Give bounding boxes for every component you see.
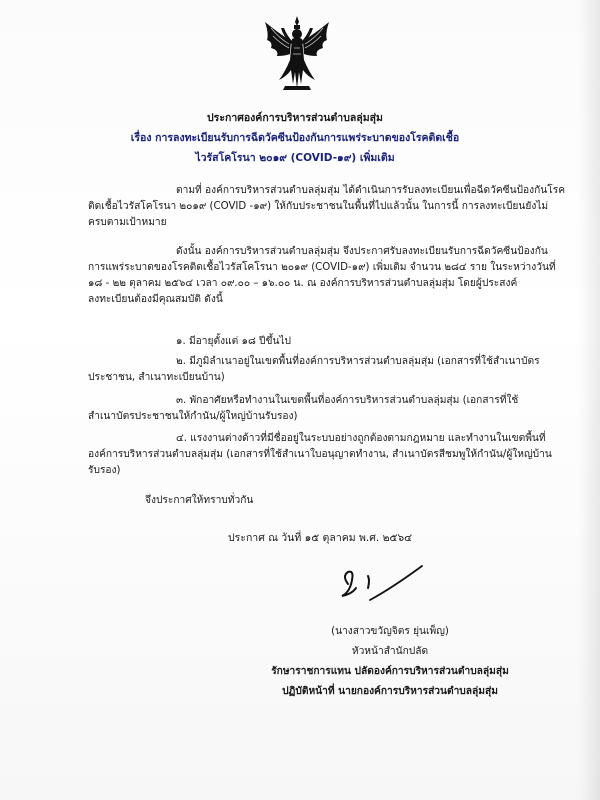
item-line: ๓. พักอาศัยหรือทำงานในเขตพื้นที่องค์การบริหารส่วนตำบลลุ่มสุ่ม (เอกสารที่ใช้ <box>176 395 519 406</box>
qualification-item-1 <box>88 334 533 350</box>
announcement-title <box>80 108 510 168</box>
paragraph-line: ดังนั้น องค์การบริหารส่วนตำบลลุ่มสุ่ม จึงประกาศรับลงทะเบียนรับการฉีดวัคซีนป้องกัน <box>176 246 548 257</box>
item-line: ๒. มีภูมิลำเนาอยู่ในเขตพื้นที่องค์การบริหารส่วนตำบลลุ่มสุ่ม (เอกสารที่ใช้สำเนาบัตร <box>176 356 540 367</box>
paragraph-line: ลงทะเบียนต้องมีคุณสมบัติ ดังนี้ <box>88 294 223 305</box>
announcement-date: ประกาศ ณ วันที่ ๑๕ ตุลาคม พ.ศ. ๒๕๖๔ <box>228 532 413 544</box>
paragraph-announcement <box>88 244 556 308</box>
qualification-item-3 <box>88 393 533 425</box>
signer-acting-role: รักษาราชการแทน ปลัดองค์การบริหารส่วนตำบลลุ่มสุ่ม <box>271 666 509 677</box>
qualification-item-2 <box>88 354 540 386</box>
paragraph-line: ติดเชื้อไวรัสโคโรนา ๒๐๑๙ (COVID -๑๙) ให้กับประชาชนในพื้นที่ไปแล้วนั้น ในการนี้ การลงทะเบียนยังไม่ <box>88 201 549 212</box>
paragraph-line: ๑๘ - ๒๒ ตุลาคม ๒๕๖๔ เวลา ๐๙.๐๐ – ๑๖.๐๐ น. ณ องค์การบริหารส่วนตำบลลุ่มสุ่ม โดยผู้ประสงค์ <box>88 278 518 289</box>
paragraph-line: ครบตามเป้าหมาย <box>88 217 167 228</box>
qualification-item-4 <box>88 431 552 479</box>
paragraph-line: การแพร่ระบาดของโรคติดเชื้อไวรัสโคโรนา ๒๐๑๙ (COVID-๑๙) เพิ่มเติม จำนวน ๒๘๔ ราย ในระหว่างวันที่ <box>88 262 556 273</box>
page-edge-shadow <box>578 0 600 800</box>
item-line: ประชาชน, สำเนาทะเบียนบ้าน) <box>88 372 225 383</box>
signature-block <box>240 622 540 702</box>
title-line-3: ไวรัสโคโรนา ๒๐๑๙ (COVID-๑๙) เพิ่มเติม <box>195 152 395 164</box>
signer-name: (นางสาวขวัญจิตร ยุ่นเพ็ญ) <box>331 626 449 637</box>
signer-position: หัวหน้าสำนักปลัด <box>351 646 429 657</box>
signer-duty: ปฏิบัติหน้าที่ นายกองค์การบริหารส่วนตำบลลุ่มสุ่ม <box>282 686 498 697</box>
paragraph-background <box>88 183 566 231</box>
garuda-emblem-icon <box>261 14 333 96</box>
item-line: ๑. มีอายุตั้งแต่ ๑๘ ปีขึ้นไป <box>176 336 292 347</box>
item-line: องค์การบริหารส่วนตำบลลุ่มสุ่ม (เอกสารที่ใช้สำเนาใบอนุญาตทำงาน, สำเนาบัตรสีชมพูให้กำนัน/ผู้ใหญ่บ้าน <box>88 449 552 460</box>
handwritten-signature <box>318 558 428 608</box>
title-line-1: ประกาศองค์การบริหารส่วนตำบลลุ่มสุ่ม <box>207 112 383 124</box>
item-line: ๔. แรงงานต่างด้าวที่มีชื่ออยู่ในระบบอย่างถูกต้องตามกฎหมาย และทำงานในเขตพื้นที่ <box>176 433 546 444</box>
item-line: สำเนาบัตรประชาชนให้กำนัน/ผู้ใหญ่บ้านรับรอง) <box>88 411 298 422</box>
title-line-2: เรื่อง การลงทะเบียนรับการฉีดวัคซีนป้องกันการแพร่ระบาดของโรคติดเชื้อ <box>130 132 460 144</box>
paragraph-line: ตามที่ องค์การบริหารส่วนตำบลลุ่มสุ่ม ได้ดำเนินการรับลงทะเบียนเพื่อฉีดวัคซีนป้องกันโรค <box>176 185 566 196</box>
item-line: รับรอง) <box>88 465 121 476</box>
closing-statement: จึงประกาศให้ทราบทั่วกัน <box>145 495 254 506</box>
